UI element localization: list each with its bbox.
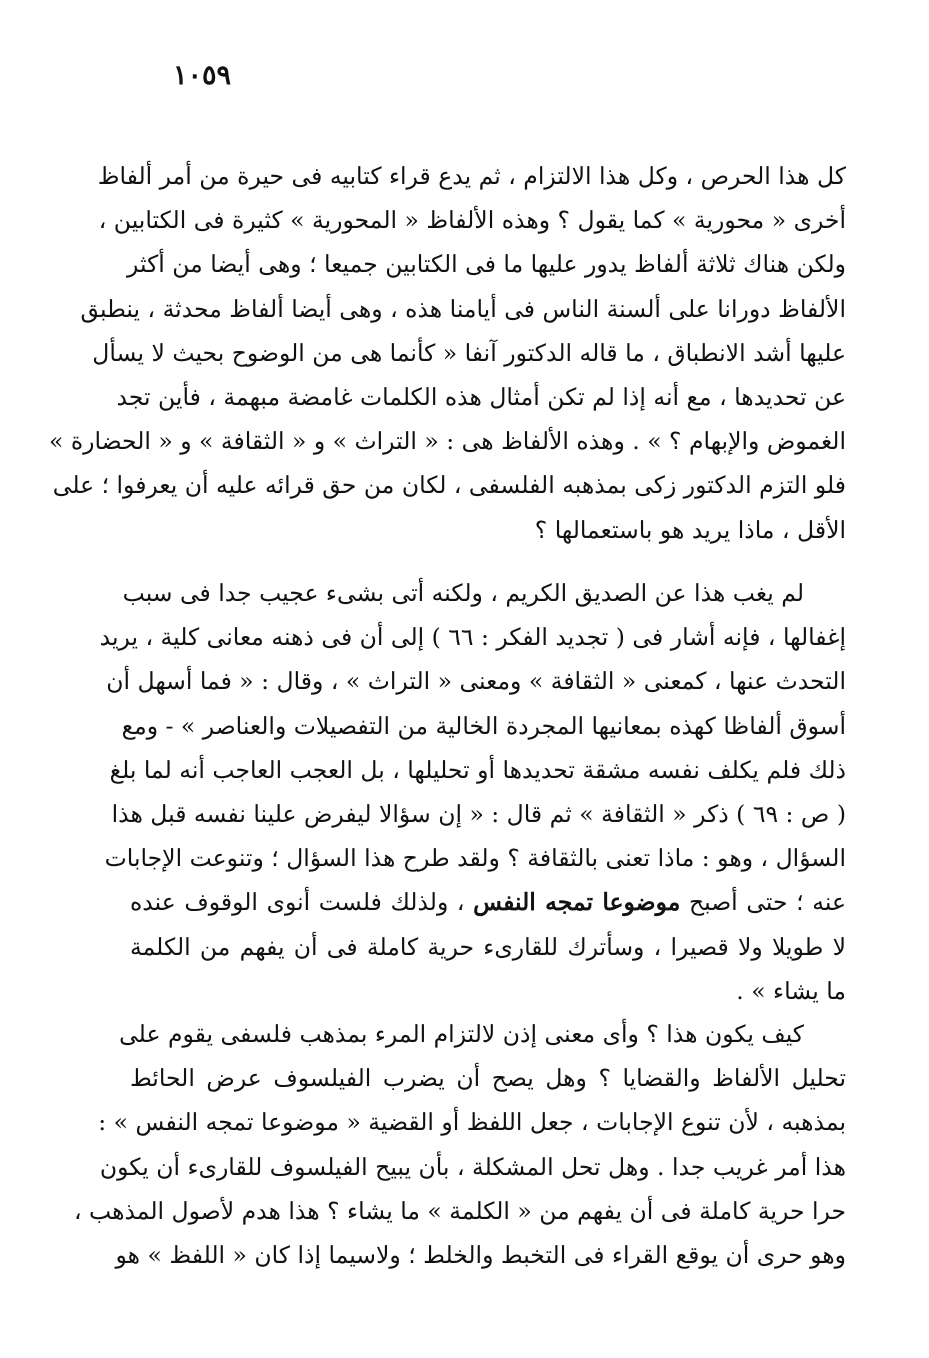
paragraph-line: أسوق ألفاظا كهذه بمعانيها المجردة الخالية من التفصيلات والعناصر » - ومع — [121, 711, 846, 740]
paragraph-line: السؤال ، وهو : ماذا تعنى بالثقافة ؟ ولقد طرح هذا السؤال ؛ وتنوعت الإجابات — [104, 844, 846, 873]
paragraph-line: كل هذا الحرص ، وكل هذا الالتزام ، ثم يدع قراء كتابيه فى حيرة من أمر ألفاظ — [97, 162, 846, 190]
line-segment: ، ولذلك فلست أنوى الوقوف عنده — [130, 888, 465, 917]
paragraph-line: لم يغب هذا عن الصديق الكريم ، ولكنه أتى بشىء عجيب جدا فى سبب — [122, 579, 804, 607]
paragraph-line: عليها أشد الانطباق ، ما قاله الدكتور آنفا « كأنما هى من الوضوح بحيث لا يسأل — [92, 338, 846, 367]
paragraph-1 — [48, 154, 846, 552]
paragraph-line: هذا أمر غريب جدا . وهل تحل المشكلة ، بأن يبيح الفيلسوف للقارىء أن يكون — [99, 1152, 846, 1181]
line-segment: عنه ؛ حتى أصبح — [688, 888, 846, 917]
paragraph-line: التحدث عنها ، كمعنى « الثقافة » ومعنى « التراث » ، وقال : « فما أسهل أن — [106, 667, 846, 696]
paragraph-line: كيف يكون هذا ؟ وأى معنى إذن لالتزام المرء بمذهب فلسفى يقوم على — [119, 1020, 804, 1048]
page-number: ١٠٥٩ — [173, 60, 232, 91]
paragraph-line: لا طويلا ولا قصيرا ، وسأترك للقارىء حرية كاملة فى أن يفهم من الكلمة — [130, 932, 846, 961]
paragraph-line-with-emphasis — [130, 880, 846, 924]
paragraph-line: الألفاظ دورانا على ألسنة الناس فى أيامنا هذه ، وهى أيضا ألفاظ محدثة ، ينطبق — [80, 294, 846, 323]
paragraph-line: إغفالها ، فإنه أشار فى ( تجديد الفكر : ٦٦ ) إلى أن فى ذهنه معانى كلية ، يريد — [99, 623, 846, 652]
paragraph-line: بمذهبه ، لأن تنوع الإجابات ، جعل اللفظ أو القضية « موضوعا تمجه النفس » : — [98, 1108, 846, 1137]
paragraph-line: ذلك فلم يكلف نفسه مشقة تحديدها أو تحليلها ، بل العجب العاجب أنه لما بلغ — [109, 755, 846, 784]
paragraph-2 — [99, 571, 846, 1013]
paragraph-line: تحليل الألفاظ والقضايا ؟ وهل يصح أن يضرب الفيلسوف عرض الحائط — [130, 1064, 846, 1093]
emphasized-phrase: موضوعا تمجه النفس — [473, 888, 681, 917]
paragraph-line: حرا حرية كاملة فى أن يفهم من « الكلمة » ما يشاء ؟ هذا هدم لأصول المذهب ، — [73, 1196, 846, 1225]
paragraph-line: وهو حرى أن يوقع القراء فى التخبط والخلط ؛ ولاسيما إذا كان « اللفظ » هو — [115, 1240, 846, 1269]
paragraph-line: أخرى « محورية » كما يقول ؟ وهذه الألفاظ « المحورية » كثيرة فى الكتابين ، — [98, 206, 846, 235]
paragraph-line: ما يشاء » . — [736, 976, 846, 1005]
paragraph-line: ( ص : ٦٩ ) ذكر « الثقافة » ثم قال : « إن سؤالا ليفرض علينا نفسه قبل هذا — [111, 799, 846, 828]
paragraph-line: الغموض والإبهام ؟ » . وهذه الألفاظ هى : « التراث » و « الثقافة » و « الحضارة » — [48, 427, 846, 456]
paragraph-line: عن تحديدها ، مع أنه إذا لم تكن أمثال هذه الكلمات غامضة مبهمة ، فأين تجد — [116, 382, 846, 411]
paragraph-line: فلو التزم الدكتور زكى بمذهبه الفلسفى ، لكان من حق قرائه عليه أن يعرفوا ؛ على — [52, 471, 846, 500]
paragraph-line: الأقل ، ماذا يريد هو باستعمالها ؟ — [534, 515, 846, 544]
paragraph-line: ولكن هناك ثلاثة ألفاظ يدور عليها ما فى الكتابين جميعا ؛ وهى أيضا من أكثر — [127, 250, 846, 279]
paragraph-3 — [73, 1012, 846, 1277]
